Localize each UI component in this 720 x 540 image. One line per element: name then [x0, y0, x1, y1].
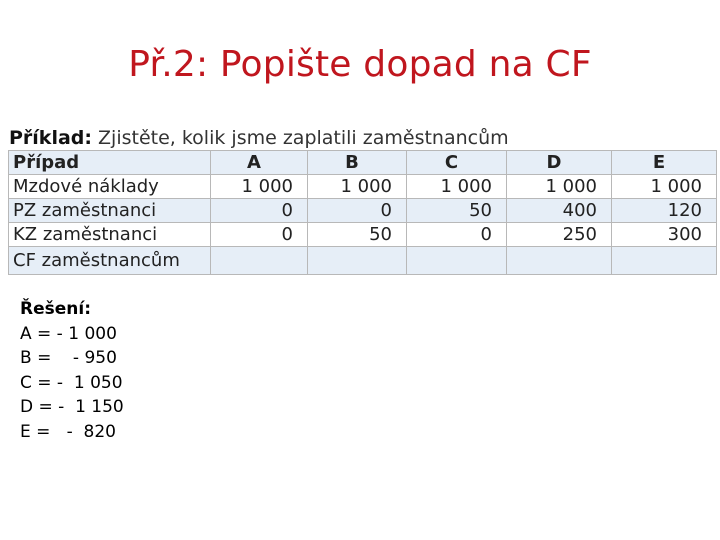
- table-cell: 0: [407, 223, 507, 247]
- table-cell: 1 000: [612, 175, 717, 199]
- table-cell: 1 000: [308, 175, 407, 199]
- table-cell: 1 000: [407, 175, 507, 199]
- table-header-cell: Případ: [9, 151, 211, 175]
- solution-line: C = - 1 050: [20, 372, 123, 393]
- table-cell: 1 000: [211, 175, 308, 199]
- example-heading-lead: Příklad:: [9, 127, 92, 149]
- table-row-label: PZ zaměstnanci: [9, 199, 211, 223]
- example-heading: [9, 127, 509, 149]
- table-row: [9, 175, 717, 199]
- table-cell: 0: [211, 199, 308, 223]
- table-row-label: KZ zaměstnanci: [9, 223, 211, 247]
- table-row: [9, 199, 717, 223]
- table-header-cell: E: [612, 151, 717, 175]
- table-cell: 1 000: [507, 175, 612, 199]
- table-cell: 0: [308, 199, 407, 223]
- table-cell: [308, 247, 407, 275]
- table-cell: 300: [612, 223, 717, 247]
- table-row: [9, 247, 717, 275]
- table-cell: 50: [308, 223, 407, 247]
- table-cell: [612, 247, 717, 275]
- table-cell: [211, 247, 308, 275]
- solution-title: Řešení:: [20, 299, 91, 319]
- table-row: [9, 223, 717, 247]
- table-row-label: CF zaměstnancům: [9, 247, 211, 275]
- table-header-cell: C: [407, 151, 507, 175]
- table-header-row: [9, 151, 717, 175]
- solution-block: [20, 297, 124, 444]
- table-cell: 400: [507, 199, 612, 223]
- solution-line: B = - 950: [20, 348, 117, 368]
- table-header-cell: B: [308, 151, 407, 175]
- slide-title: Př.2: Popište dopad na CF: [128, 44, 592, 85]
- table-cell: 0: [211, 223, 308, 247]
- table-header-cell: D: [507, 151, 612, 175]
- solution-line: D = - 1 150: [20, 397, 124, 417]
- table-cell: 120: [612, 199, 717, 223]
- example-image: [6, 127, 718, 276]
- table-row-label: Mzdové náklady: [9, 175, 211, 199]
- table-cell: [507, 247, 612, 275]
- table-cell: [407, 247, 507, 275]
- table-cell: 50: [407, 199, 507, 223]
- example-heading-text: Zjistěte, kolik jsme zaplatili zaměstnancům: [98, 127, 509, 149]
- solution-line: A = - 1 000: [20, 323, 117, 344]
- cf-table: [8, 150, 717, 275]
- table-cell: 250: [507, 223, 612, 247]
- solution-line: E = - 820: [20, 421, 116, 442]
- table-header-cell: A: [211, 151, 308, 175]
